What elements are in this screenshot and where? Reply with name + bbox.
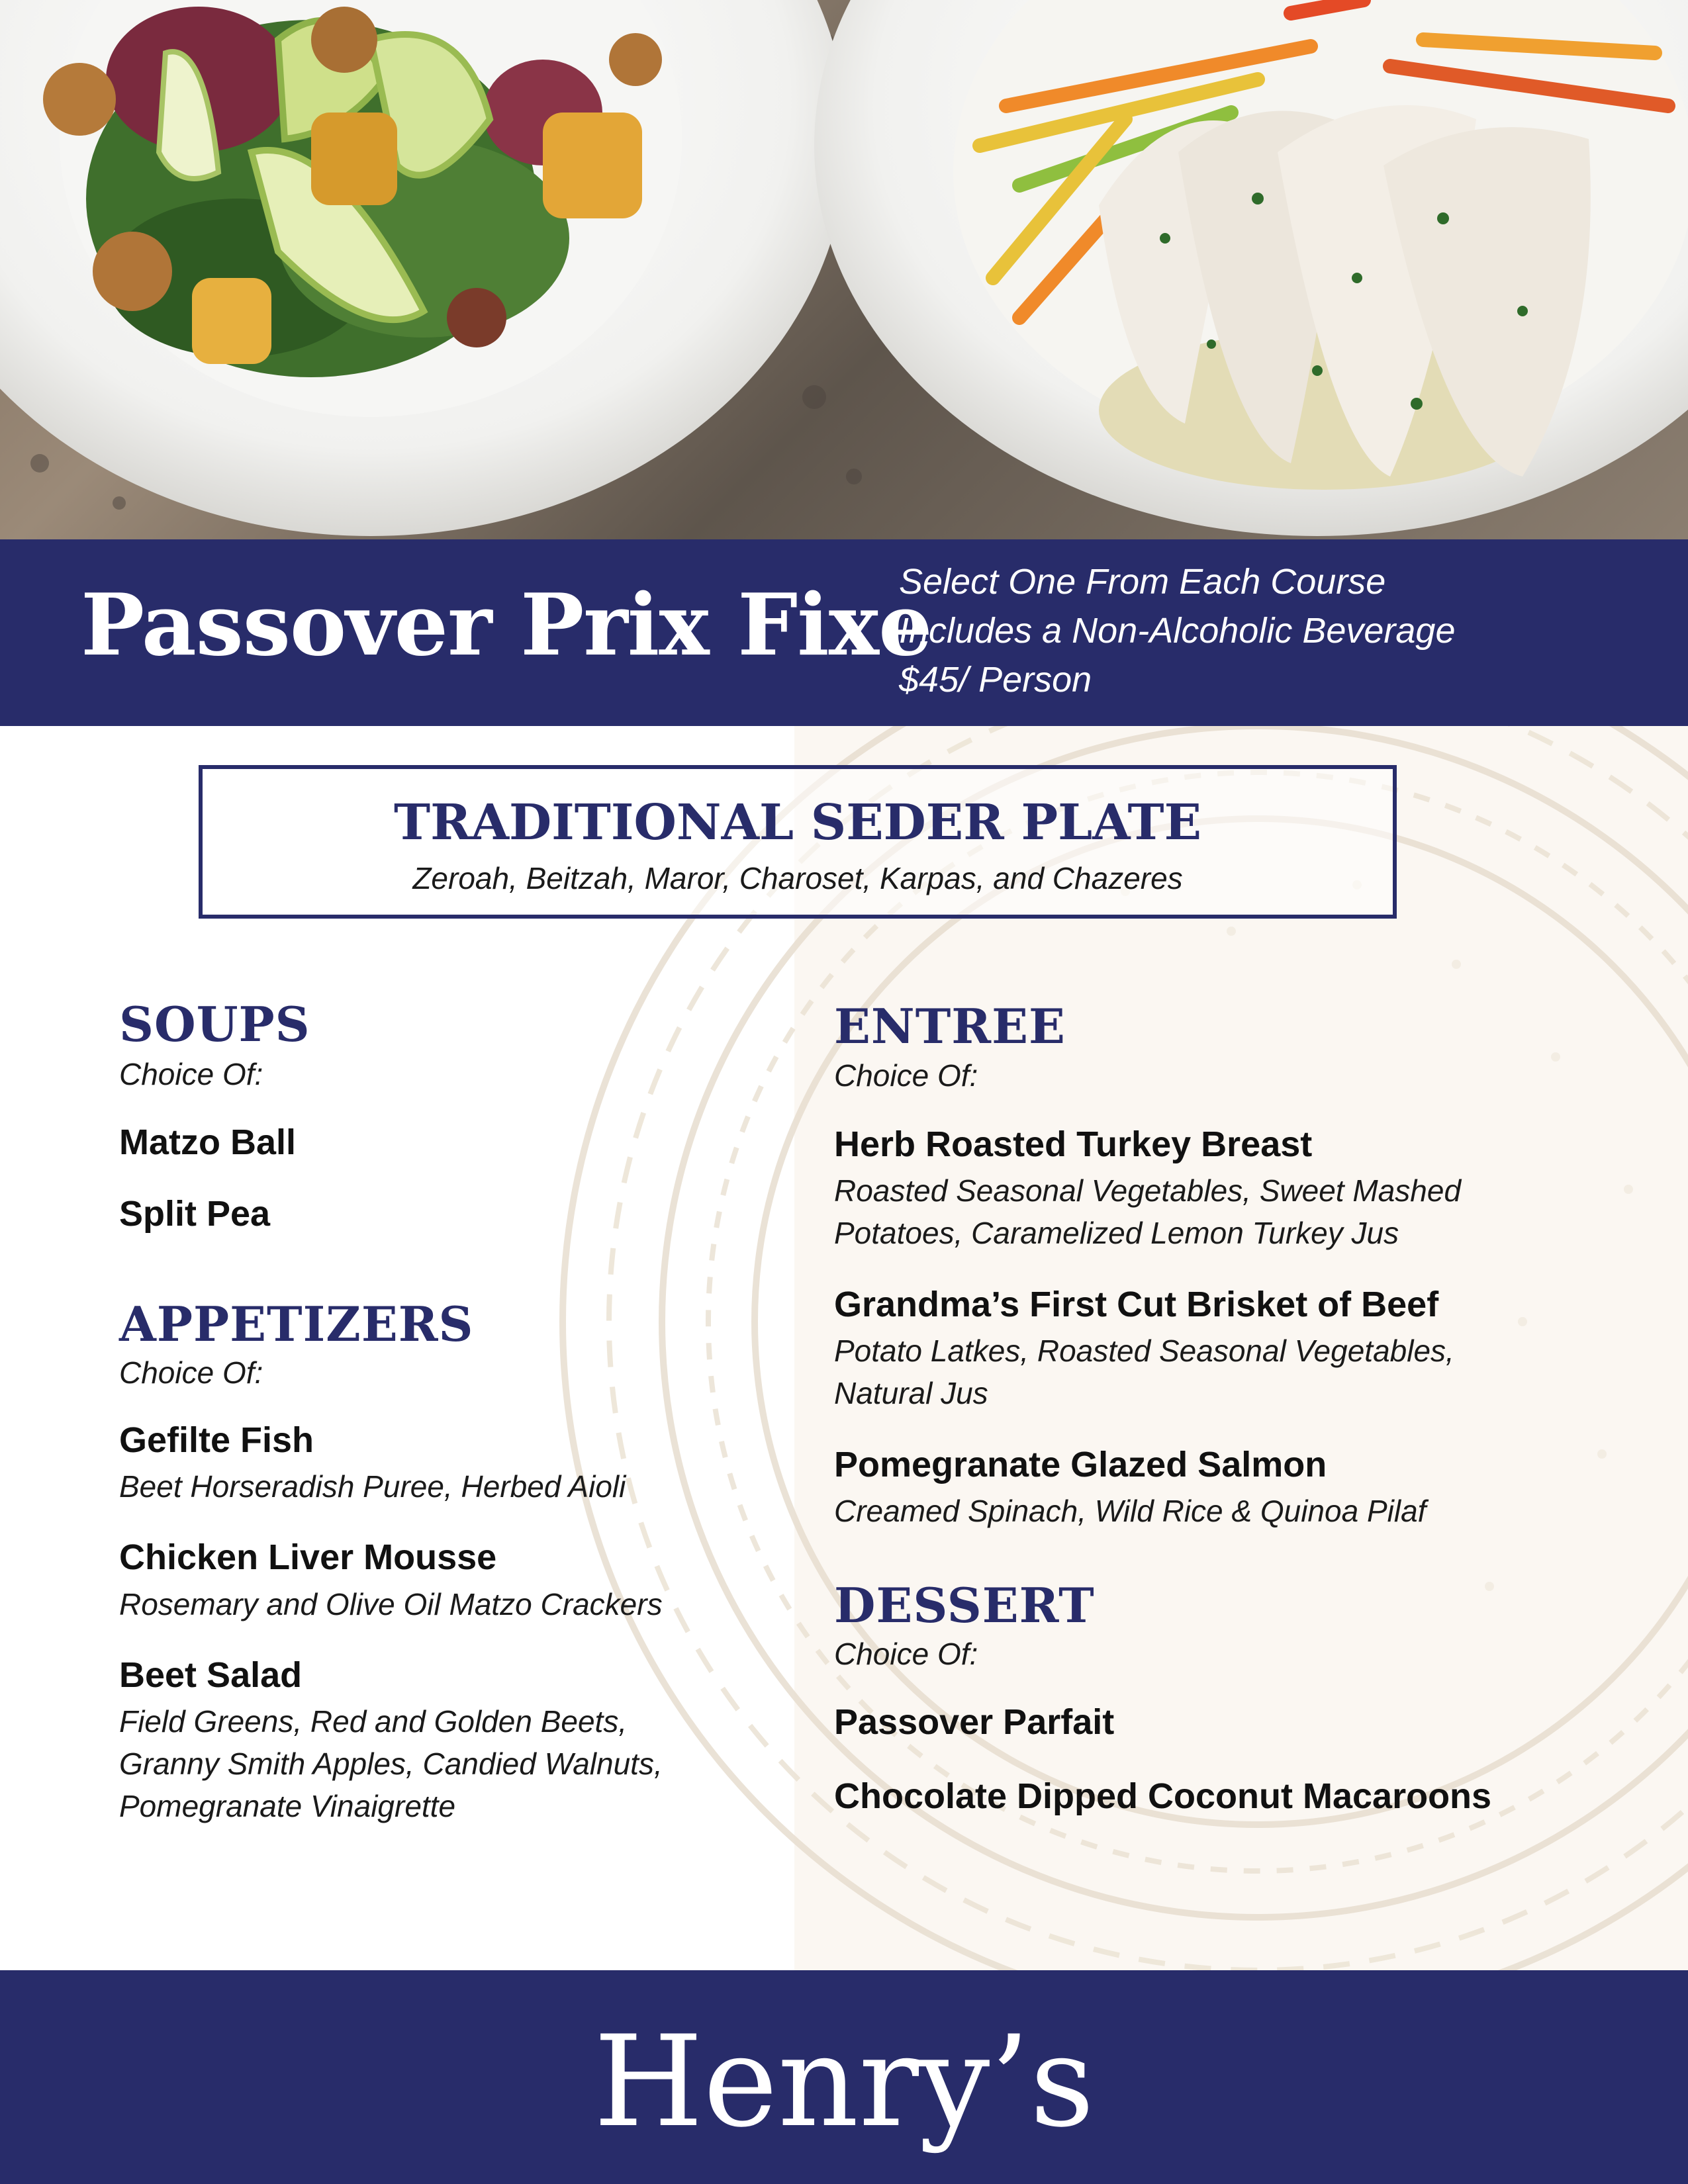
menu-item-description: Rosemary and Olive Oil Matzo Crackers <box>119 1587 663 1621</box>
menu-item-description: Beet Horseradish Puree, Herbed Aioli <box>119 1469 626 1504</box>
entree-choice-label: Choice Of: <box>834 1058 978 1093</box>
page-title: Passover Prix Fixe <box>81 576 932 675</box>
dessert-choice-label: Choice Of: <box>834 1637 978 1671</box>
food-photo-illustration <box>0 0 1688 539</box>
soups-choice-label: Choice Of: <box>119 1057 263 1091</box>
entree-heading: ENTREE <box>834 998 1066 1054</box>
dessert-heading: DESSERT <box>834 1577 1095 1633</box>
menu-item-name: Pomegranate Glazed Salmon <box>834 1445 1327 1484</box>
seder-plate-items: Zeroah, Beitzah, Maror, Charoset, Karpas, and Chazeres <box>412 861 1183 895</box>
menu-item-description: Natural Jus <box>834 1376 988 1410</box>
menu-item-name: Gefilte Fish <box>119 1420 314 1460</box>
menu-item-description: Roasted Seasonal Vegetables, Sweet Mashed <box>834 1173 1462 1208</box>
course-instruction: Select One From Each Course <box>899 562 1386 602</box>
menu-item-name: Grandma’s First Cut Brisket of Beef <box>834 1285 1439 1324</box>
menu-item-name: Chocolate Dipped Coconut Macaroons <box>834 1776 1492 1816</box>
turkey-slices-shape <box>1099 105 1591 490</box>
menu-item-description: Field Greens, Red and Golden Beets, <box>119 1704 628 1739</box>
menu-item-description: Creamed Spinach, Wild Rice & Quinoa Pilaf <box>834 1494 1427 1528</box>
seder-plate-title: TRADITIONAL SEDER PLATE <box>394 794 1201 851</box>
menu-item-description: Potatoes, Caramelized Lemon Turkey Jus <box>834 1216 1399 1250</box>
appetizers-choice-label: Choice Of: <box>119 1355 263 1390</box>
menu-item-description: Granny Smith Apples, Candied Walnuts, <box>119 1747 663 1781</box>
menu-item-description: Pomegranate Vinaigrette <box>119 1789 456 1823</box>
brand-logo: Henry’s <box>593 2009 1095 2155</box>
price-per-person: $45/ Person <box>899 660 1092 700</box>
menu-item-name: Matzo Ball <box>119 1122 297 1162</box>
food-photo <box>0 0 1688 539</box>
seder-plate-box <box>199 765 1397 919</box>
beverage-note: Includes a Non-Alcoholic Beverage <box>899 611 1456 651</box>
menu-item-name: Split Pea <box>119 1194 271 1234</box>
menu-item-name: Beet Salad <box>119 1655 303 1695</box>
menu-item-description: Potato Latkes, Roasted Seasonal Vegetables, <box>834 1334 1454 1368</box>
appetizers-heading: APPETIZERS <box>119 1296 474 1352</box>
menu-item-name: Herb Roasted Turkey Breast <box>834 1124 1313 1164</box>
soups-heading: SOUPS <box>119 996 310 1052</box>
menu-item-name: Passover Parfait <box>834 1702 1115 1742</box>
menu-item-name: Chicken Liver Mousse <box>119 1537 497 1577</box>
